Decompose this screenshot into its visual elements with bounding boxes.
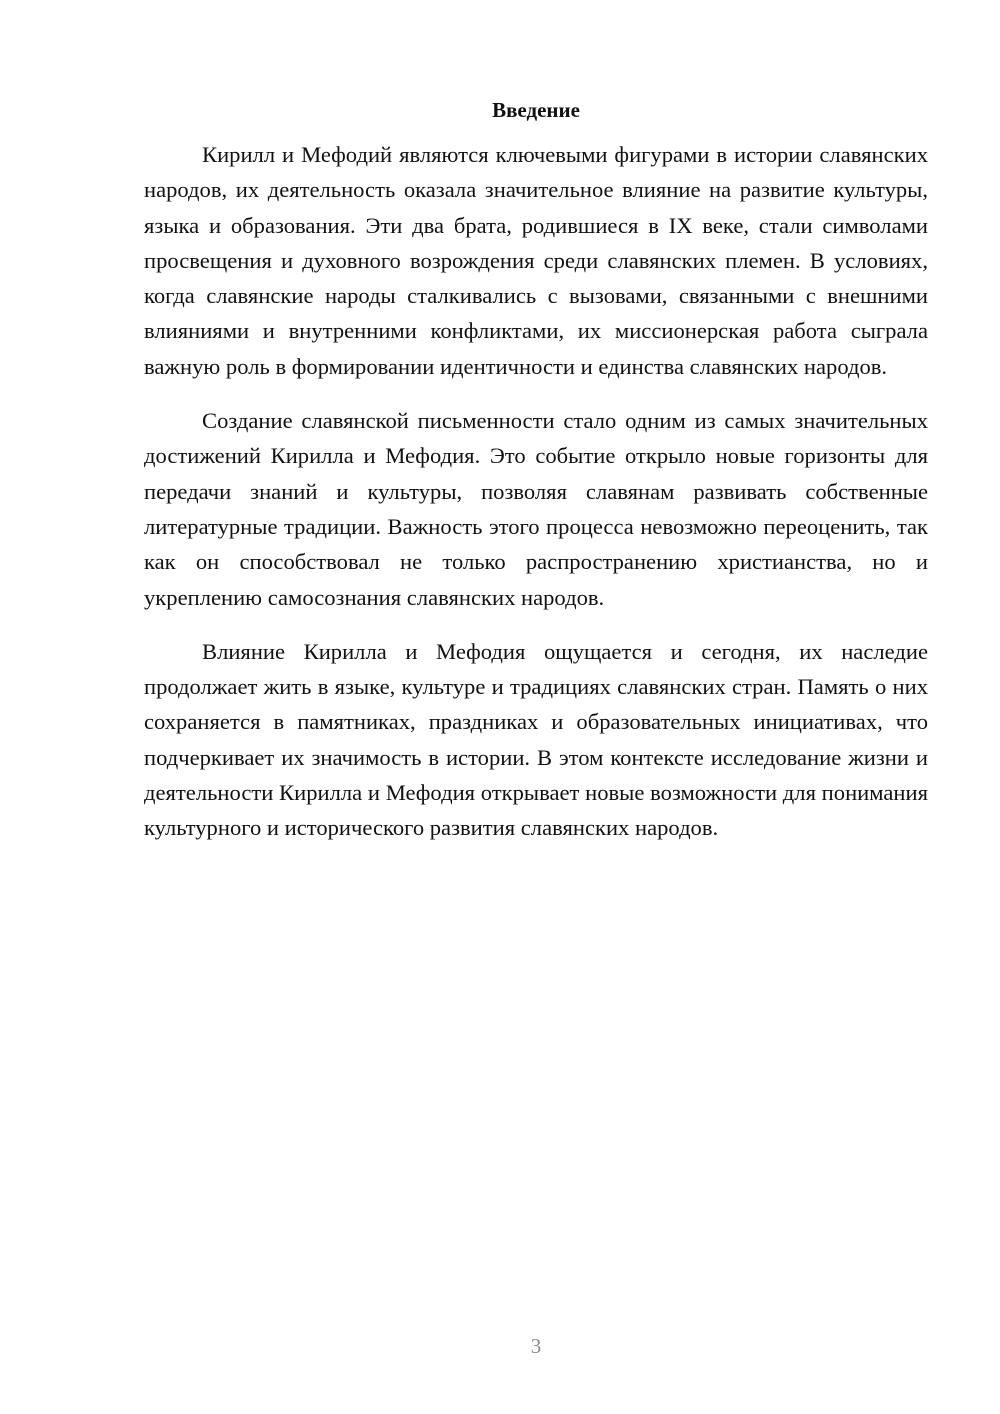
document-body bbox=[144, 95, 928, 865]
page-number: 3 bbox=[530, 1334, 542, 1358]
paragraph-1: Кирилл и Мефодий являются ключевыми фигурами в истории славянских народов, их деятельность оказала значительное влияние на развитие культуры, языка и образования. Эти два брата, родившиеся в IX веке, стали символами просвещения и духовного возрождения среди славянских племен. В условиях, когда славянские народы сталкивались с вызовами, связанными с внешними влияниями и внутренними конфликтами, их миссионерская работа сыграла важную роль в формировании идентичности и единства славянских народов. bbox=[144, 142, 928, 379]
paragraph-2: Создание славянской письменности стало одним из самых значительных достижений Кирилла и Мефодия. Это событие открыло новые горизонты для передачи знаний и культуры, позволяя славянам развивать собственные литературные традиции. Важность этого процесса невозможно переоценить, так как он способствовал не только распространению христианства, но и укреплению самосознания славянских народов. bbox=[144, 408, 928, 610]
section-heading: Введение bbox=[492, 98, 580, 122]
paragraph-3: Влияние Кирилла и Мефодия ощущается и сегодня, их наследие продолжает жить в языке, культуре и традициях славянских стран. Память о них сохраняется в памятниках, праздниках и образовательных инициативах, что подчеркивает их значимость в истории. В этом контексте исследование жизни и деятельности Кирилла и Мефодия открывает новые возможности для понимания культурного и исторического развития славянских народов. bbox=[144, 638, 928, 841]
